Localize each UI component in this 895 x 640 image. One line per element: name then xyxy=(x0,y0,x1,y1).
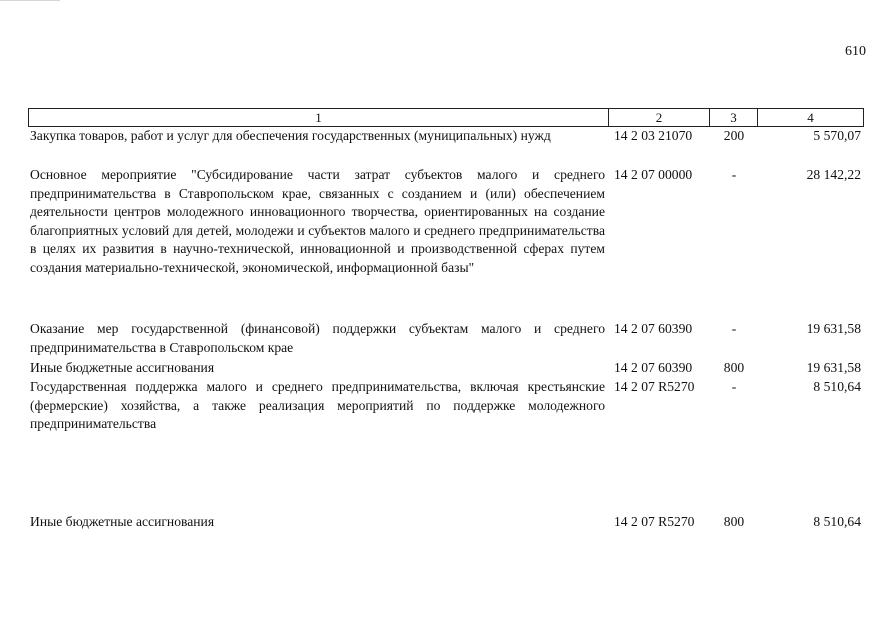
row-name: Оказание мер государственной (финансовой) поддержки субъектам малого и среднего предпринимательства в Ставропольском крае xyxy=(30,321,605,355)
row-type: - xyxy=(731,167,737,182)
row-amount: 8 510,64 xyxy=(813,379,861,394)
row-name: Закупка товаров, работ и услуг для обеспечения государственных (муниципальных) нужд xyxy=(30,128,551,143)
row-code: 14 2 07 60390 xyxy=(614,360,693,375)
page-number: 610 xyxy=(845,44,866,59)
header-col-3: 3 xyxy=(710,109,758,126)
row-amount: 8 510,64 xyxy=(813,514,861,529)
row-name: Основное мероприятие "Субсидирование части затрат субъектов малого и среднего предпринимательства в Ставропольском крае, связанных с созданием и (или) обеспечением деятельности центров молодежного инновационного творчества, ориентированных на создание благоприятных условий для детей, молодежи и субъектов малого и среднего предпринимательства в целях их развития в научно-технической, инновационной и производственной сферах путем создания материально-технической, экономической, информационной базы" xyxy=(30,167,605,275)
row-code: 14 2 03 21070 xyxy=(614,128,693,143)
row-type: - xyxy=(731,379,737,394)
row-amount: 28 142,22 xyxy=(806,167,861,182)
row-type: 800 xyxy=(723,360,745,375)
row-name: Государственная поддержка малого и среднего предпринимательства, включая крестьянские (фермерские) хозяйства, а также реализация мероприятий по поддержке молодежного предпринимательства xyxy=(30,379,605,431)
scan-artifact-line xyxy=(0,0,60,1)
row-type: - xyxy=(731,321,737,336)
row-code: 14 2 07 00000 xyxy=(614,167,693,182)
row-type: 800 xyxy=(723,514,745,529)
row-name: Иные бюджетные ассигнования xyxy=(30,360,215,375)
row-amount: 5 570,07 xyxy=(813,128,861,143)
row-type: 200 xyxy=(723,128,745,143)
header-col-4: 4 xyxy=(807,110,814,125)
row-code: 14 2 07 60390 xyxy=(614,321,693,336)
row-code: 14 2 07 R5270 xyxy=(614,379,695,394)
row-amount: 19 631,58 xyxy=(806,360,861,375)
row-amount: 19 631,58 xyxy=(806,321,861,336)
row-name: Иные бюджетные ассигнования xyxy=(30,514,215,529)
header-col-1: 1 xyxy=(29,109,609,126)
row-code: 14 2 07 R5270 xyxy=(614,514,695,529)
table-header xyxy=(28,108,864,127)
header-col-2: 2 xyxy=(609,109,710,126)
